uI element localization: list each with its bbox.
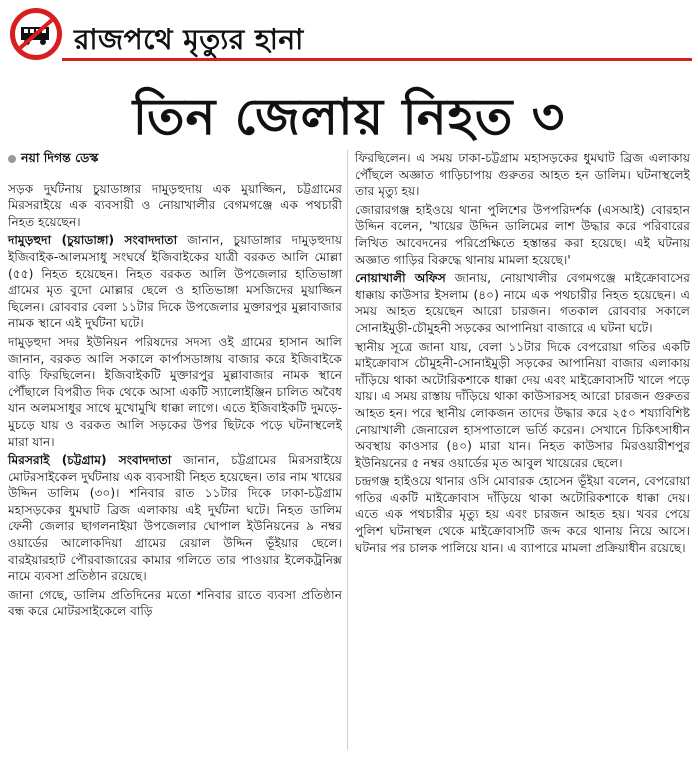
paragraph — [355, 202, 690, 268]
headline: তিন জেলায় নিহত ৩ — [132, 88, 566, 146]
paragraph-lead: মিরসরাই (চট্টগ্রাম) সংবাদদাতা — [8, 453, 172, 468]
paragraph — [355, 339, 690, 472]
paragraph — [8, 181, 342, 231]
paragraph-text: সড়ক দুর্ঘটনায় চুয়াডাঙ্গার দামুড়হুদায় এক মুয়াজ্জিন, চট্টগ্রামের মিরসরাইয়ে এক ব্যবসায়ী ও নোয়াখালীর বেগমগঞ্জে এক পথচারী নিহত হয়েছেন। — [8, 181, 342, 229]
paragraph — [355, 473, 690, 556]
paragraph-text: জানায়, নোয়াখালীর বেগমগঞ্জে মাইক্রোবাসের ধাক্কায় কাউসার ইসলাম (৪০) নামে এক পথচারীর নিহত হয়েছেন। এ সময় আহত হয়েছেন আরো চারজন। গতকাল রোববার সকালে সোনাইমুড়ী-চৌমুহনী সড়কের আপানিয়া বাজারে এ ঘটনা ঘটে। — [355, 271, 690, 335]
section-header — [0, 0, 698, 70]
paragraph-text: জানান, চট্টগ্রামের মিরসরাইয়ে মোটরসাইকেল দুর্ঘটনায় এক ব্যবসায়ী নিহত হয়েছেন। তার নাম খায়ের উদ্দিন ডালিম (৩০)। শনিবার রাত ১১টার দিকে ঢাকা-চট্টগ্রাম মহাসড়কের ধুমঘাট ব্রিজ এলাকায় এই দুর্ঘটনা ঘটে। নিহত ডালিম ফেনী জেলার ছাগলনাইয়া উপজেলার ঘোপাল ইউনিয়নের ৯ নম্বর ওয়ার্ডের আলোকদিয়া গ্রামের রেয়াল উদ্দিন ভূঁইয়ার ছেলে। বারইয়ারহাট পৌরবাজারের কামার গলিতে তার পাওয়ার ইলেকট্রনিক্স নামে ব্যবসা প্রতিষ্ঠান রয়েছে। — [8, 453, 342, 584]
paragraph-text: স্থানীয় সূত্রে জানা যায়, বেলা ১১টার দিকে বেপরোয়া গতির একটি মাইক্রোবাস চৌমুহনী-সোনাইমুড়ী সড়কের আপানিয়া বাজার এলাকায় দাঁড়িয়ে থাকা অটোরিকশাকে ধাক্কা দেয় এবং মাইক্রোবাসটি খালে পড়ে যায়। এ সময় রাস্তায় দাঁড়িয়ে থাকা কাউসারসহ আরো চারজন গুরুতর আহত হন। পরে স্থানীয় লোকজন তাদের উদ্ধার করে ২৫০ শয্যাবিশিষ্ট নোয়াখালী জেনারেল হাসপাতালে ভর্তি করেন। সেখানে চিকিৎসাধীন অবস্থায় কাওসার (৪০) মারা যান। নিহত কাউসার মিরওয়ারীশপুর ইউনিয়নের ৫ নম্বর ওয়ার্ডের মৃত আবুল খায়েরের ছেলে। — [355, 339, 690, 470]
section-rule — [62, 58, 692, 61]
paragraph-text: জানা গেছে, ডালিম প্রতিদিনের মতো শনিবার রাতে ব্যবসা প্রতিষ্ঠান বন্ধ করে মোটরসাইকেলে বাড়ি — [8, 587, 342, 619]
paragraph-text: জানান, চুয়াডাঙ্গার দামুড়হুদায় ইজিবাইক-আলমসাধু সংঘর্ষে ইজিবাইকের যাত্রী বরকত আলি মোল্লা (৫৫) নিহত হয়েছেন। নিহত বরকত আলি উপজেলার হাতিভাঙ্গা গ্রামের মৃত বুদো মোল্লার ছেলে ও হাতিভাঙ্গা মসজিদের মুয়াজ্জিন ছিলেন। রোববার বেলা ১১টার দিকে উপজেলার মুক্তারপুর মুল্লাবাজার নামক স্থানে এই দুর্ঘটনা ঘটে। — [8, 233, 343, 331]
paragraph — [8, 334, 342, 450]
byline-text: নয়া দিগন্ত ডেস্ক — [21, 150, 99, 165]
left-column — [8, 150, 342, 622]
paragraph — [355, 150, 690, 200]
paragraph — [8, 587, 342, 620]
paragraph-text: জোরারগঞ্জ হাইওয়ে থানা পুলিশের উপপরিদর্শক (এসআই) বোরহান উদ্দিন বলেন, 'খায়ের উদ্দিন ডালিমের লাশ উদ্ধার করে পরিবারের লিখিত আবেদনের পরিপ্রেক্ষিতে হস্তান্তর করা হয়েছে। এই ঘটনায় অজ্ঞাত গাড়ির বিরুদ্ধে থানায় মামলা হয়েছে।' — [355, 202, 690, 267]
section-title: রাজপথে মৃত্যুর হানা — [74, 23, 304, 56]
bullet-icon — [8, 155, 16, 163]
article-body — [8, 150, 692, 750]
paragraph-text: ফিরছিলেন। এ সময় ঢাকা-চট্টগ্রাম মহাসড়কের ধুমঘাট ব্রিজ এলাকায় পৌঁছলে অজ্ঞাত গাড়িচাপায় গুরুতর আহত হন ডালিম। ঘটনাস্থলেই তার মৃত্যু হয়। — [355, 151, 690, 199]
column-divider — [347, 150, 348, 750]
paragraph — [355, 270, 690, 336]
paragraph-lead: নোয়াখালী অফিস — [355, 271, 446, 286]
paragraph — [8, 232, 342, 332]
paragraph — [8, 452, 342, 585]
accident-bus-logo-icon — [10, 8, 62, 60]
byline — [8, 150, 342, 167]
right-column — [355, 150, 690, 558]
paragraph-text: চন্দ্রগঞ্জ হাইওয়ে থানার ওসি মোবারক হোসেন ভূঁইয়া বলেন, বেপরোয়া গতির একটি মাইক্রোবাস দাঁড়িয়ে থাকা অটোরিকশাকে ধাক্কা দেয়। এতে এক পথচারীর মৃত্যু হয় এবং চারজন আহত হয়। খবর পেয়ে পুলিশ ঘটনাস্থল থেকে মাইক্রোবাসটি জব্দ করে থানায় নিয়ে আসে। ঘটনার পর চালক পালিয়ে যান। এ ব্যাপারে মামলা প্রক্রিয়াধীন রয়েছে। — [355, 474, 690, 555]
paragraph-lead: দামুড়হুদা (চুয়াডাঙ্গা) সংবাদদাতা — [8, 233, 178, 248]
paragraph-text: দামুড়হুদা সদর ইউনিয়ন পরিষদের সদস্য ওই গ্রামের হাসান আলি জানান, বরকত আলি সকালে কার্পাসডাঙ্গায় বাজার করে ইজিবাইকে বাড়ি ফিরছিলেন। ইজিবাইকটি মুক্তারপুর মুল্লাবাজার নামক স্থানে পৌঁছালে বিপরীত দিক থেকে আসা একটি স্যালোইঞ্জিন চালিত অবৈধ যান অলমসাধুর সাথে মুখোমুখি ধাক্কা লাগে। এতে ইজিবাইকটি দুমড়ে-মুচড়ে যায় ও বরকত আলি সড়কের উপর ছিটকে পড়ে ঘটনাস্থলেই মারা যান। — [8, 334, 342, 449]
